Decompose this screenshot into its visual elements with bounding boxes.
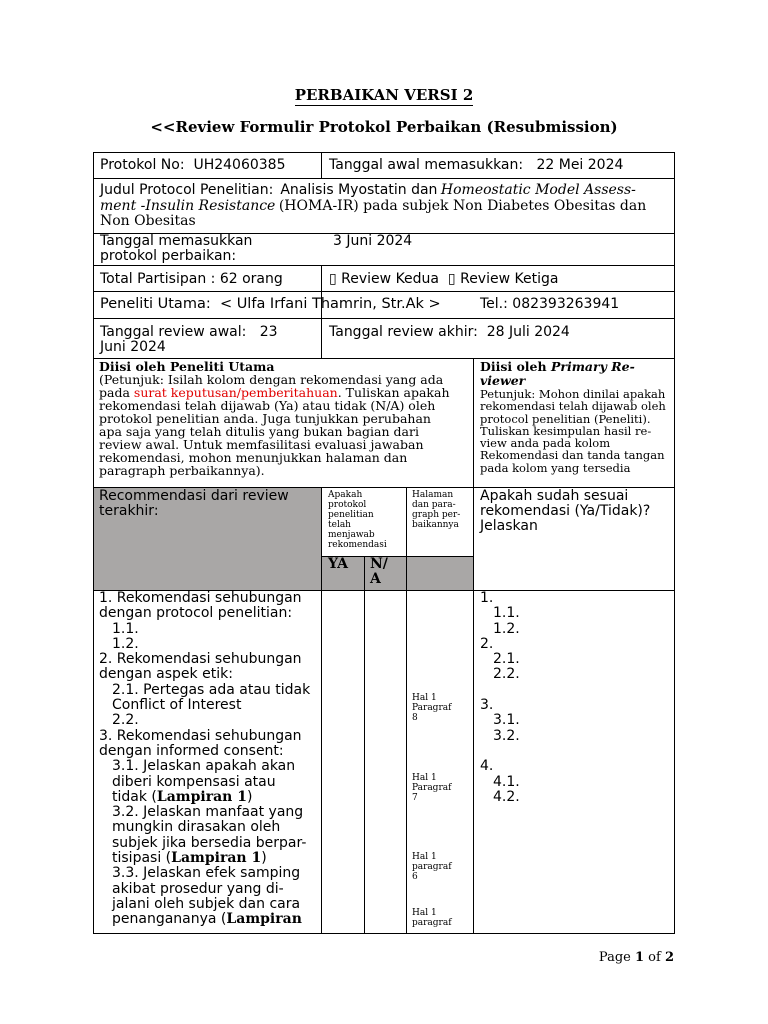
recommendation-list: 1. Rekomendasi sehubungan dengan protocol penelitian: 1.1. 1.2. 2. Rekomendasi sehubungan dengan aspek etik: 2.1. Pertegas ada atau tidak Conflict of Interest 2.2. 3. Rekomendasi sehubungan dengan informed consent: 3.1. Jelaskan apakah akan diberi kompensasi atau tidak (Lampiran 1) 3.2. Jelaskan manfaat yang mungkin dirasakan oleh subjek jika bersedia berpar- tisipasi (Lampiran 1) 3.3. Jelaskan efek samping akibat prosedur yang di- jalani oleh subjek dan cara penangananya (Lampiran — [99, 591, 319, 928]
list-item: 3. — [480, 697, 494, 714]
na-column-header: N/ A — [370, 556, 388, 587]
page-ref: Hal 1 paragraf — [412, 908, 452, 928]
rule — [93, 318, 675, 319]
page-paragraph-header: Halaman dan para- graph per- baikannya — [412, 490, 461, 530]
revision-date-label: Tanggal memasukkan protokol perbaikan: — [100, 233, 253, 264]
rule — [321, 152, 322, 178]
initial-review-date: Tanggal review awal: 23 Juni 2024 — [100, 324, 278, 355]
list-item: 3. Rekomendasi sehubungan — [99, 727, 302, 744]
list-item: 2. — [480, 635, 494, 652]
list-item: 3.3. Jelaskan efek samping — [112, 865, 301, 882]
rule — [321, 487, 322, 934]
list-item: 1. — [480, 590, 494, 606]
review-round-options: ▯ Review Kedua ▯ Review Ketiga — [329, 271, 559, 287]
yes-column-header: YA — [328, 556, 348, 572]
telephone: Tel.: 082393263941 — [480, 296, 620, 312]
principal-investigator: Peneliti Utama: < Ulfa Irfani Thamrin, Str.Ak > — [100, 296, 441, 312]
rule — [93, 933, 675, 934]
protocol-number: Protokol No: UH24060385 — [100, 157, 286, 173]
recommendation-header: Recommendasi dari review terakhir: — [99, 488, 289, 519]
assessment-list: 1. 1.1. 1.2. 2. 2.1. 2.2. 3. 3.1. 3.2. 4. 4.1. 4.2. — [480, 590, 520, 805]
page-title: PERBAIKAN VERSI 2 — [294, 86, 474, 104]
list-item: 2.1. Pertegas ada atau tidak — [112, 681, 311, 698]
final-review-date: Tanggal review akhir: 28 Juli 2024 — [329, 324, 570, 340]
list-item: 2.2. — [112, 712, 139, 729]
reviewer-instructions: Diisi oleh Primary Re- viewer Petunjuk: Mohon dinilai apakah rekomendasi telah dijawab oleh protocol penelitian (Peneliti). Tuliskan kesimpulan hasil re- view anda pada kolom Rekomendasi dan tanda tangan pada kolom yang tersedia — [480, 359, 666, 475]
rule — [364, 556, 365, 934]
rule — [93, 152, 675, 153]
investigator-instructions: Diisi oleh Peneliti Utama (Petunjuk: Isilah kolom dengan rekomendasi yang ada pada surat keputusan/pemberitahuan. Tuliskan apakah rekomendasi telah dijawab (Ya) atau tidak (N/A) oleh protokol penelitian anda. Juga tunjukkan perubahan apa saja yang telah ditulis yang bukan bagian dari review awal. Untuk memfasilitasi evaluasi jawaban rekomendasi, mohon menunjukkan halaman dan paragraph perbaikannya). — [99, 359, 450, 478]
list-item: 4. — [480, 758, 494, 775]
list-item: 1.2. — [112, 635, 139, 652]
page-number: Page 1 of 2 — [598, 950, 674, 965]
list-item: 2. Rekomendasi sehubungan — [99, 651, 302, 668]
list-item: 3.1. Jelaskan apakah akan — [112, 758, 296, 775]
rule — [473, 358, 474, 934]
table-border-right — [674, 152, 675, 934]
rule — [93, 178, 675, 179]
list-item: 3.2. Jelaskan manfaat yang — [112, 804, 304, 821]
list-item: 1. Rekomendasi sehubungan — [99, 590, 302, 606]
page-ref: Hal 1 paragraf 6 — [412, 852, 452, 882]
page-subtitle: <<Review Formulir Protokol Perbaikan (Resubmission) — [150, 118, 618, 136]
answered-header: Apakah protokol penelitian telah menjawab rekomendasi — [328, 490, 387, 550]
start-date: Tanggal awal memasukkan: 22 Mei 2024 — [329, 157, 624, 173]
checkbox-icon[interactable]: ▯ — [447, 271, 456, 287]
page-ref: Hal 1 Paragraf 7 — [412, 773, 452, 803]
rule — [93, 265, 675, 266]
list-item: 1.1. — [112, 620, 139, 637]
checkbox-icon[interactable]: ▯ — [329, 271, 337, 287]
assessment-header: Apakah sudah sesuai rekomendasi (Ya/Tidak)? Jelaskan — [480, 488, 651, 534]
rule — [93, 291, 675, 292]
total-participants: Total Partisipan : 62 orang — [100, 271, 283, 287]
rule — [406, 487, 407, 934]
page-ref: Hal 1 Paragraf 8 — [412, 693, 452, 723]
revision-date-value: 3 Juni 2024 — [333, 233, 413, 249]
research-title: Judul Protocol Penelitian: Analisis Myostatin dan Homeostatic Model Assess- ment -Insulin Resistance (HOMA-IR) pada subjek Non Diabetes Obesitas dan Non Obesitas — [100, 182, 647, 229]
header-shade — [407, 556, 473, 590]
